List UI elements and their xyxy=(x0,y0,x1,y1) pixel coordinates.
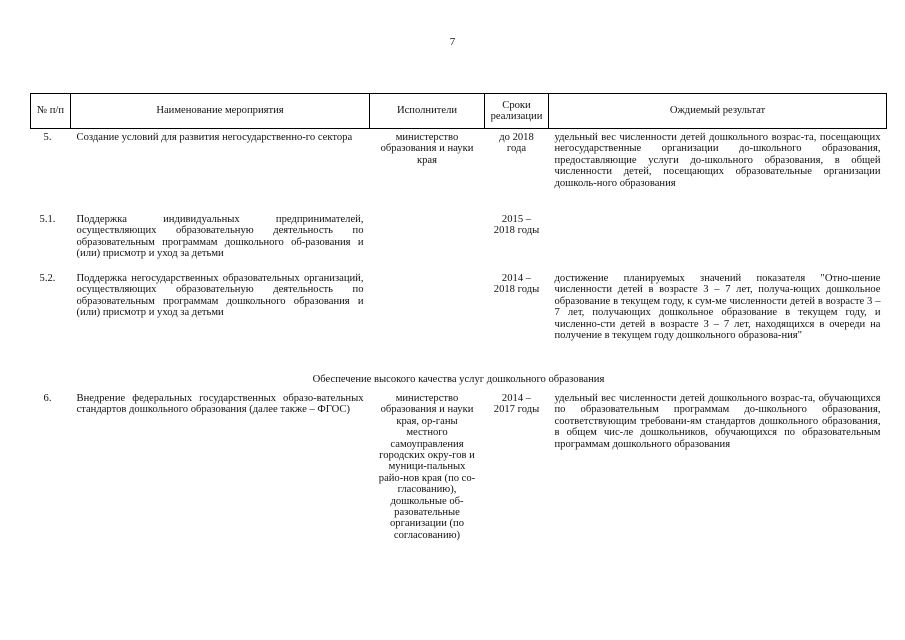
row-num: 6. xyxy=(43,393,52,404)
section-heading: Обеспечение высокого качества услуг дошкольного образования xyxy=(312,374,605,385)
section-row xyxy=(31,372,887,391)
header-name: Наименование мероприятия xyxy=(71,94,370,129)
row-executors: министерство образования и науки края xyxy=(380,132,474,166)
row-result xyxy=(549,212,887,271)
table-header-row xyxy=(31,94,887,129)
header-term: Сроки реализации xyxy=(485,94,549,129)
table-row xyxy=(31,271,887,372)
row-num: 5. xyxy=(43,132,52,143)
row-result: удельный вес численности детей дошкольного возрас-та, обучающихся по образовательным программам до-школьного образования, соответствующим требовани-ям стандартов дошкольного образования, в общем чис-ле дошкольников, обучающихся по образовательным программам дошкольного образования xyxy=(554,393,881,450)
table-row xyxy=(31,129,887,213)
row-result: достижение планируемых значений показателя "Отно-шение численности детей в возрасте 3 – 7 лет, получа-ющих дошкольное образование в текущем году, к сум-ме численности детей в возрасте 3 – 7 лет, получающих дошкольное образование в текущем году, и численно-сти детей в возрасте 3 – 7 лет, находящихся в очереди на получение в текущем году дошкольного образова-ния" xyxy=(554,273,881,342)
page-number: 7 xyxy=(449,36,456,48)
header-executors: Исполнители xyxy=(370,94,485,129)
row-result: удельный вес численности детей дошкольного возрас-та, посещающих негосударственные организации до-школьного образования, предоставляющие услуги до-школьного образования, в общей численности детей, посещающих образовательные организации дошколь-ного образования xyxy=(554,132,881,189)
row-term: 2014 – 2017 годы xyxy=(493,393,540,416)
table-row xyxy=(31,212,887,271)
header-result: Ождиемый результат xyxy=(549,94,887,129)
row-name: Поддержка негосударственных образовательных организаций, осуществляющих образовательную деятельность по образовательным программам дошкольного образования и (или) присмотр и уход за детьми xyxy=(76,273,364,319)
row-term: 2014 – 2018 годы xyxy=(493,273,540,296)
row-name: Внедрение федеральных государственных образо-вательных стандартов дошкольного образования (далее также – ФГОС) xyxy=(76,393,364,416)
row-executors xyxy=(370,271,485,372)
row-num: 5.1. xyxy=(39,214,56,225)
row-num: 5.2. xyxy=(39,273,56,284)
row-executors xyxy=(370,212,485,271)
measures-table xyxy=(30,93,887,583)
row-executors: министерство образования и науки края, ор-ганы местного самоуправления городских окру-гов и муници-пальных райо-нов края (по со-гласованию), дошкольные об-разовательные организации (по согласованию) xyxy=(378,393,476,541)
table-row xyxy=(31,391,887,583)
header-num: № п/п xyxy=(31,94,71,129)
row-name: Создание условий для развития негосударственно-го сектора xyxy=(76,132,353,143)
row-term: до 2018 года xyxy=(499,132,534,155)
row-name: Поддержка индивидуальных предпринимателей, осуществляющих образовательную деятельность по образовательным программам дошкольного об-разования и (или) присмотр и уход за детьми xyxy=(76,214,364,260)
row-term: 2015 – 2018 годы xyxy=(493,214,540,237)
